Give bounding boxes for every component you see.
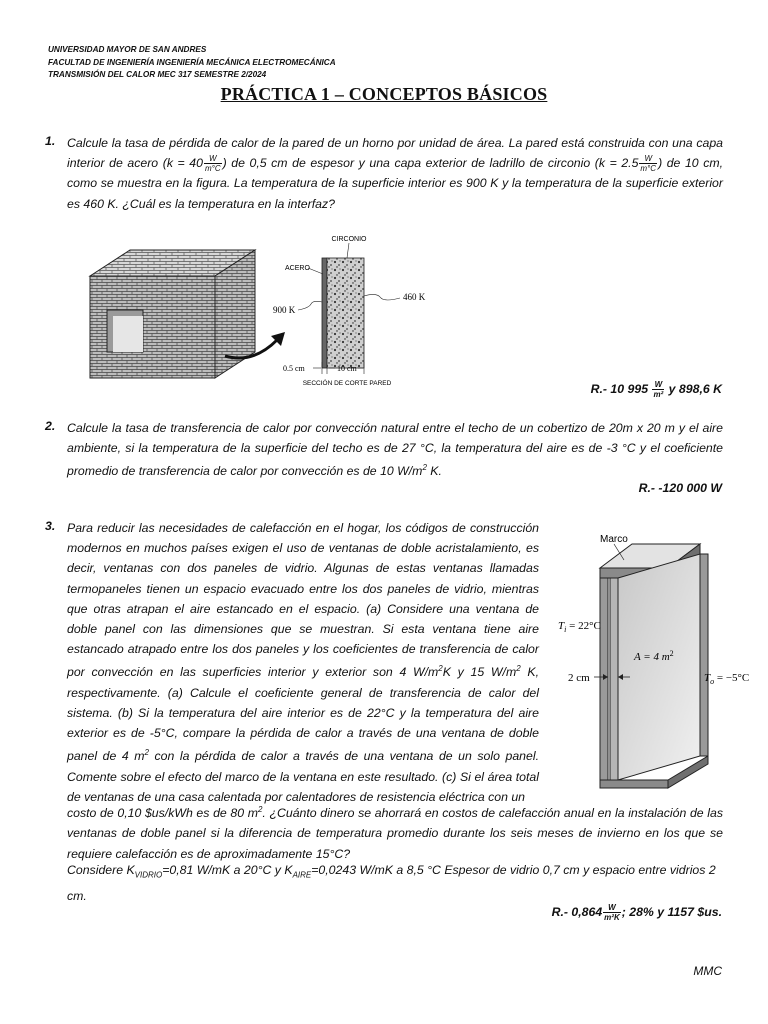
unit-fraction: $\frac{W}{m^\circ C}$ — [640, 154, 657, 174]
glass-pane — [618, 554, 700, 780]
problem-2-text: Calcule la tasa de transferencia de calor por convección natural entre el techo de un cobertizo de 20m x 20 m y el aire ambiente, si la temperatura de la superficie del techo es de 27 °C, la temperatura del aire es de -3 °C y el coeficiente promedio de transferencia de calor por convección es de 10 $W/m^2$ K. — [67, 421, 723, 479]
answer-1: R.- 10 995 $\frac{W}{\text{m²}}$ y 898,6 K — [590, 380, 722, 399]
label-gap: 2 cm — [568, 672, 590, 684]
footer-initials: MMC — [693, 964, 722, 978]
header-faculty: FACULTAD DE INGENIERÍA INGENIERÍA MECÁNICA ELECTROMECÁNICA — [48, 57, 336, 67]
double-pane-window-figure — [552, 530, 757, 792]
problem-1-text — [67, 133, 723, 214]
problem-3-text-full: costo de 0,10 $us/kWh es de 80 $m^2$. ¿Cuánto dinero se ahorrará en costos de calefacción anual en la instalación de las ventanas de doble panel si la diferencia de temperatura promedio durante los seis meses de invierno en los que se requiere calefacción es de aproximadamente 15°C? — [67, 805, 723, 861]
frame-right — [700, 554, 708, 756]
page-title: PRÁCTICA 1 – CONCEPTOS BÁSICOS — [220, 84, 548, 104]
problem-3-text-wrapped: Para reducir las necesidades de calefacción en el hogar, los códigos de construcción modernos en muchos países exigen el uso de ventanas de doble acristalamiento, es decir, ventanas con dos paneles de vidrio. Algunas de estas ventanas llamadas termopaneles tienen un espacio evacuado entre los dos paneles de vidrio, mientras que otras atrapan el aire estancado en el espacio. (a) Considere una ventana de doble panel con las dimensiones que se muestran. Si esta ventana tiene aire estancado atrapado entre los dos paneles y los coeficientes de transferencia de calor por convección en las superficies interior y exterior son 4 $W/m^2K$ y 15 $W/m^2$ K, respectivamente. (a) Calcule el coeficiente general de transferencia de calor del sistema. (b) Si la temperatura del aire interior es de 22°C y la temperatura del aire exterior es de -5°C, compare la pérdida de calor a través de una ventana de doble panel de 4 $m^2$ con la pérdida de calor a través de una ventana de un solo panel. Comente sobre el efecto del marco de la ventana en este resultado. (c) Si el área total de ventanas de una casa calentada por calentadores de resistencia eléctrica con un — [67, 521, 539, 804]
label-10cm: 10 cm — [337, 364, 357, 373]
problem-1-text-part: Calcule la tasa de pérdida de calor de la pared de un horno por unidad de área. La pared está construida con una capa interior de acero ( — [67, 136, 723, 171]
problem-3-constants: Considere $K_{VIDRIO}=0,81$ W/mK a 20°C y $K_{AIRE}=0,0243$ W/mK a 8,5 °C Espesor de vidrio 0,7 cm y espacio entre vidrios 2 cm. — [67, 863, 716, 903]
document-header — [48, 44, 336, 82]
label-ti: $T_i = 22^\circ C$ — [558, 620, 601, 634]
label-acero: ACERO — [285, 265, 310, 272]
unit-fraction: $\frac{W}{m^\circ C}$ — [204, 154, 221, 174]
label-marco: Marco — [600, 534, 628, 545]
answer-unit-fraction: $\frac{W}{\text{m²K}}$ — [604, 903, 620, 922]
label-460k: 460 K — [403, 292, 426, 302]
steel-layer — [322, 258, 327, 368]
label-900k: 900 K — [273, 305, 296, 315]
header-course: TRANSMISIÓN DEL CALOR MEC 317 SEMESTRE 2/2024 — [48, 70, 267, 79]
label-to: $T_o = -5^\circ C$ — [704, 672, 750, 686]
zirconia-layer — [327, 258, 364, 368]
label-area: A = 4 $m^2$ — [634, 649, 674, 663]
answer-unit-fraction: $\frac{W}{\text{m²}}$ — [653, 380, 664, 399]
label-circonio: CIRCONIO — [331, 236, 367, 243]
label-05cm: 0.5 cm — [283, 364, 305, 373]
k-zirconia: k = 2.5 — [598, 156, 639, 171]
frame-bottom — [600, 780, 668, 788]
k-steel: k = 40 — [166, 156, 203, 171]
header-university: UNIVERSIDAD MAYOR DE SAN ANDRES — [48, 45, 207, 54]
answer-2: R.- -120 000 W — [638, 481, 722, 495]
problem-1-text-part: ) de 10 cm, como se muestra en la figura. La temperatura de la superficie interior es 900 K y la temperatura de la superficie exterior es 460 K. ¿Cuál es la temperatura en la interfaz? — [67, 156, 724, 211]
furnace-wall-figure — [85, 228, 430, 390]
problem-1-number: 1. — [45, 134, 56, 148]
furnace-opening — [113, 316, 143, 352]
answer-3: R.- 0,864 $\frac{W}{\text{m²K}}$ ; 28% y 1157 $us. — [551, 903, 722, 922]
problem-3-number: 3. — [45, 519, 56, 533]
figure-caption: SECCIÓN DE CORTE PARED — [302, 380, 392, 387]
problem-1-text-part: ) de 0,5 cm de espesor y una capa exterior de ladrillo de circonio ( — [222, 156, 599, 171]
problem-2-number: 2. — [45, 419, 56, 433]
frame-left-inner — [610, 578, 618, 780]
